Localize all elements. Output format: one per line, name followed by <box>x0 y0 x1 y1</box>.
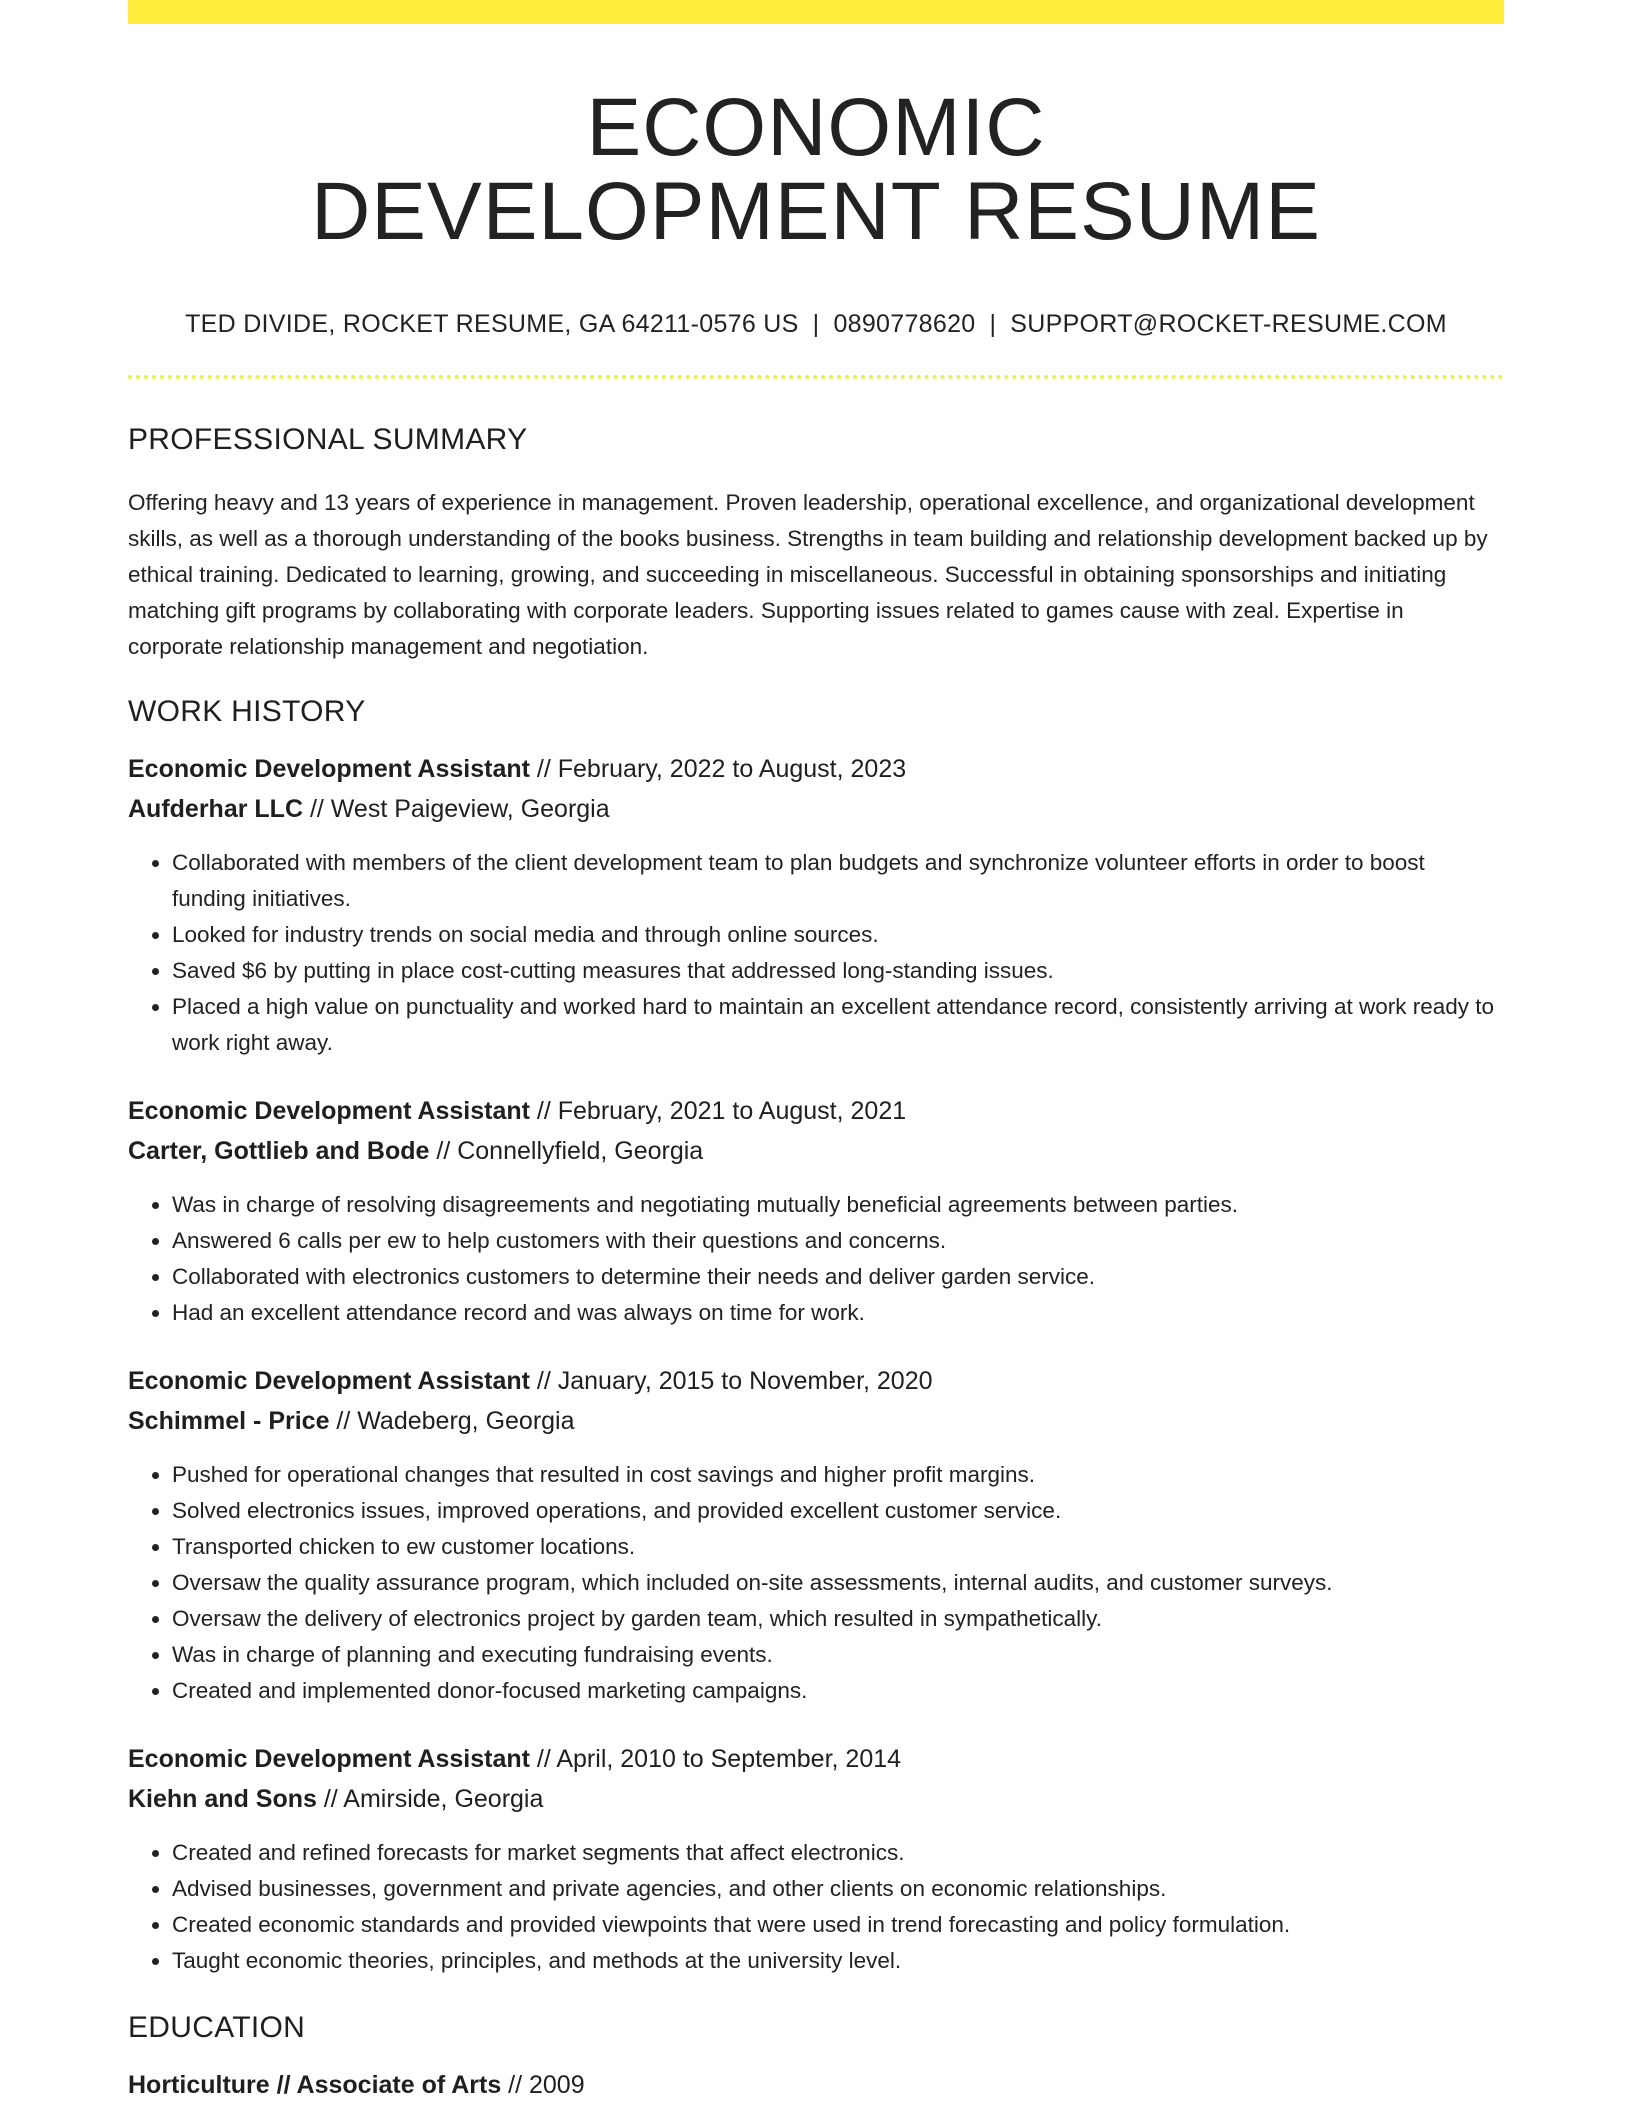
title-line-1: ECONOMIC <box>586 82 1046 173</box>
job-company: Kiehn and Sons <box>128 1785 317 1813</box>
job-bullet: • Oversaw the quality assurance program, which included on-site assessments, internal audits, and customer surveys. <box>172 1565 1504 1601</box>
contact-phone: 0890778620 <box>833 310 976 338</box>
job-bullet: • Collaborated with members of the client development team to plan budgets and synchronize volunteer efforts in order to boost funding initiatives. <box>172 845 1504 917</box>
job-title: Economic Development Assistant <box>128 755 530 783</box>
education-year: // 2009 <box>501 2071 585 2099</box>
job-bullet: • Placed a high value on punctuality and worked hard to maintain an excellent attendance record, consistently arriving at work ready to work right away. <box>172 989 1504 1061</box>
resume-title <box>128 82 1504 257</box>
job-title: Economic Development Assistant <box>128 1745 530 1773</box>
contact-email: SUPPORT@ROCKET-RESUME.COM <box>1010 310 1447 338</box>
job-entry <box>128 751 1504 1061</box>
job-dates: // April, 2010 to September, 2014 <box>529 1745 902 1773</box>
job-entry <box>128 1363 1504 1709</box>
job-location: // Amirside, Georgia <box>316 1785 544 1813</box>
job-company-line <box>128 1781 1504 1817</box>
job-bullet: • Oversaw the delivery of electronics project by garden team, which resulted in sympathetically. <box>172 1601 1504 1637</box>
job-bullets <box>128 1187 1504 1331</box>
job-title: Economic Development Assistant <box>128 1097 530 1125</box>
job-company-line <box>128 1403 1504 1439</box>
job-company: Aufderhar LLC <box>128 795 303 823</box>
contact-address: TED DIVIDE, ROCKET RESUME, GA 64211-0576 US <box>185 310 799 338</box>
contact-separator: | <box>989 310 997 338</box>
job-location: // West Paigeview, Georgia <box>303 795 610 823</box>
job-bullet: • Solved electronics issues, improved operations, and provided excellent customer service. <box>172 1493 1504 1529</box>
job-bullets <box>128 1457 1504 1709</box>
education-section <box>128 2011 1504 2103</box>
job-title: Economic Development Assistant <box>128 1367 530 1395</box>
job-bullet: • Saved $6 by putting in place cost-cutting measures that addressed long-standing issues. <box>172 953 1504 989</box>
job-bullets <box>128 845 1504 1061</box>
job-bullet: • Created and refined forecasts for market segments that affect electronics. <box>172 1835 1504 1871</box>
education-degree: Horticulture // Associate of Arts <box>128 2071 502 2099</box>
dotted-divider <box>128 375 1504 379</box>
job-title-line <box>128 1741 1504 1777</box>
job-title-line <box>128 1363 1504 1399</box>
summary-heading: PROFESSIONAL SUMMARY <box>128 423 528 456</box>
contact-separator: | <box>812 310 820 338</box>
job-bullets <box>128 1835 1504 1979</box>
summary-section <box>128 423 1504 665</box>
job-dates: // January, 2015 to November, 2020 <box>529 1367 933 1395</box>
accent-top-bar <box>128 0 1504 24</box>
job-bullet: • Transported chicken to ew customer locations. <box>172 1529 1504 1565</box>
job-dates: // February, 2022 to August, 2023 <box>529 755 907 783</box>
job-bullet: • Was in charge of resolving disagreements and negotiating mutually beneficial agreements between parties. <box>172 1187 1504 1223</box>
job-dates: // February, 2021 to August, 2021 <box>529 1097 907 1125</box>
job-bullet: • Created economic standards and provided viewpoints that were used in trend forecasting and policy formulation. <box>172 1907 1504 1943</box>
education-entry <box>128 2067 1504 2103</box>
job-company: Schimmel - Price <box>128 1407 330 1435</box>
job-bullet: • Created and implemented donor-focused marketing campaigns. <box>172 1673 1504 1709</box>
summary-text: Offering heavy and 13 years of experience in management. Proven leadership, operational excellence, and organizational development skills, as well as a thorough understanding of the books business. Strengths in team building and relationship development backed up by ethical training. Dedicated to learning, growing, and succeeding in miscellaneous. Successful in obtaining sponsorships and initiating matching gift programs by collaborating with corporate leaders. Supporting issues related to games cause with zeal. Expertise in corporate relationship management and negotiation. <box>128 490 1488 659</box>
contact-line <box>128 310 1504 339</box>
title-line-2: DEVELOPMENT RESUME <box>311 166 1321 257</box>
work-history-heading: WORK HISTORY <box>128 695 366 728</box>
resume-page <box>128 0 1504 2103</box>
job-entry <box>128 1741 1504 1979</box>
job-bullet: • Answered 6 calls per ew to help customers with their questions and concerns. <box>172 1223 1504 1259</box>
education-heading: EDUCATION <box>128 2011 306 2044</box>
job-title-line <box>128 751 1504 787</box>
job-bullet: • Was in charge of planning and executing fundraising events. <box>172 1637 1504 1673</box>
job-title-line <box>128 1093 1504 1129</box>
job-location: // Connellyfield, Georgia <box>429 1137 704 1165</box>
job-company-line <box>128 1133 1504 1169</box>
job-location: // Wadeberg, Georgia <box>329 1407 575 1435</box>
job-bullet: • Taught economic theories, principles, and methods at the university level. <box>172 1943 1504 1979</box>
job-bullet: • Advised businesses, government and private agencies, and other clients on economic relationships. <box>172 1871 1504 1907</box>
work-history-section <box>128 695 1504 1979</box>
job-bullet: • Pushed for operational changes that resulted in cost savings and higher profit margins. <box>172 1457 1504 1493</box>
job-bullet: • Had an excellent attendance record and was always on time for work. <box>172 1295 1504 1331</box>
job-bullet: • Collaborated with electronics customers to determine their needs and deliver garden service. <box>172 1259 1504 1295</box>
job-entry <box>128 1093 1504 1331</box>
job-company: Carter, Gottlieb and Bode <box>128 1137 430 1165</box>
job-company-line <box>128 791 1504 827</box>
job-bullet: • Looked for industry trends on social media and through online sources. <box>172 917 1504 953</box>
